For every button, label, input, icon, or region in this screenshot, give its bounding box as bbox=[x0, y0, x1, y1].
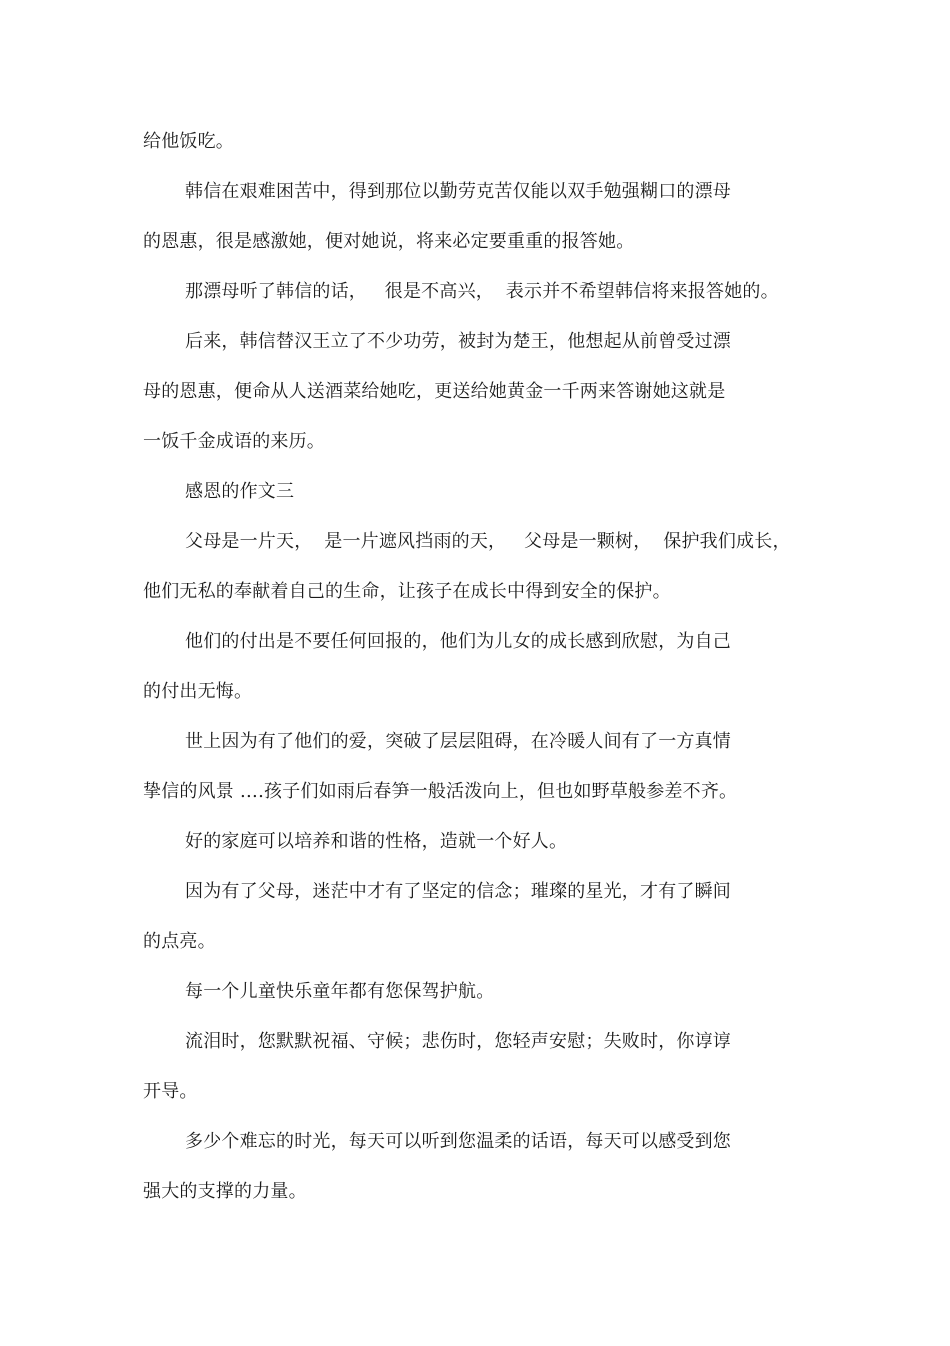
text-line: 因为有了父母，迷茫中才有了坚定的信念；璀璨的星光，才有了瞬间 bbox=[185, 881, 731, 902]
text-line: 的点亮。 bbox=[143, 931, 216, 952]
text-line: 挚信的风景 ….孩子们如雨后春笋一般活泼向上，但也如野草般参差不齐。 bbox=[143, 781, 738, 802]
text-line: 开导。 bbox=[143, 1081, 198, 1102]
text-line: 的付出无悔。 bbox=[143, 681, 253, 702]
text-line: 母的恩惠，便命从人送酒菜给她吃，更送给她黄金一千两来答谢她这就是 bbox=[143, 381, 726, 402]
text-line: 他们无私的奉献着自己的生命，让孩子在成长中得到安全的保护。 bbox=[143, 581, 671, 602]
text-line: 韩信在艰难困苦中，得到那位以勤劳克苦仅能以双手勉强糊口的漂母 bbox=[185, 181, 731, 202]
text-line: 强大的支撑的力量。 bbox=[143, 1181, 307, 1202]
text-line: 多少个难忘的时光，每天可以听到您温柔的话语，每天可以感受到您 bbox=[185, 1131, 731, 1152]
text-line: 后来，韩信替汉王立了不少功劳，被封为楚王，他想起从前曾受过漂 bbox=[185, 331, 731, 352]
section-heading: 感恩的作文三 bbox=[185, 481, 295, 502]
text-line: 给他饭吃。 bbox=[143, 131, 234, 152]
text-line: 父母是一片天， 是一片遮风挡雨的天， 父母是一颗树， 保护我们成长， bbox=[185, 531, 791, 552]
text-line: 每一个儿童快乐童年都有您保驾护航。 bbox=[185, 981, 495, 1002]
text-line: 世上因为有了他们的爱，突破了层层阻碍，在冷暖人间有了一方真情 bbox=[185, 731, 731, 752]
text-line: 那漂母听了韩信的话， 很是不高兴， 表示并不希望韩信将来报答她的。 bbox=[185, 281, 779, 302]
text-line: 一饭千金成语的来历。 bbox=[143, 431, 325, 452]
text-line: 的恩惠，很是感激她，便对她说，将来必定要重重的报答她。 bbox=[143, 231, 635, 252]
text-line: 流泪时，您默默祝福、守候；悲伤时，您轻声安慰；失败时，你谆谆 bbox=[185, 1031, 731, 1052]
text-line: 好的家庭可以培养和谐的性格，造就一个好人。 bbox=[185, 831, 568, 852]
text-line: 他们的付出是不要任何回报的，他们为儿女的成长感到欣慰，为自己 bbox=[185, 631, 731, 652]
